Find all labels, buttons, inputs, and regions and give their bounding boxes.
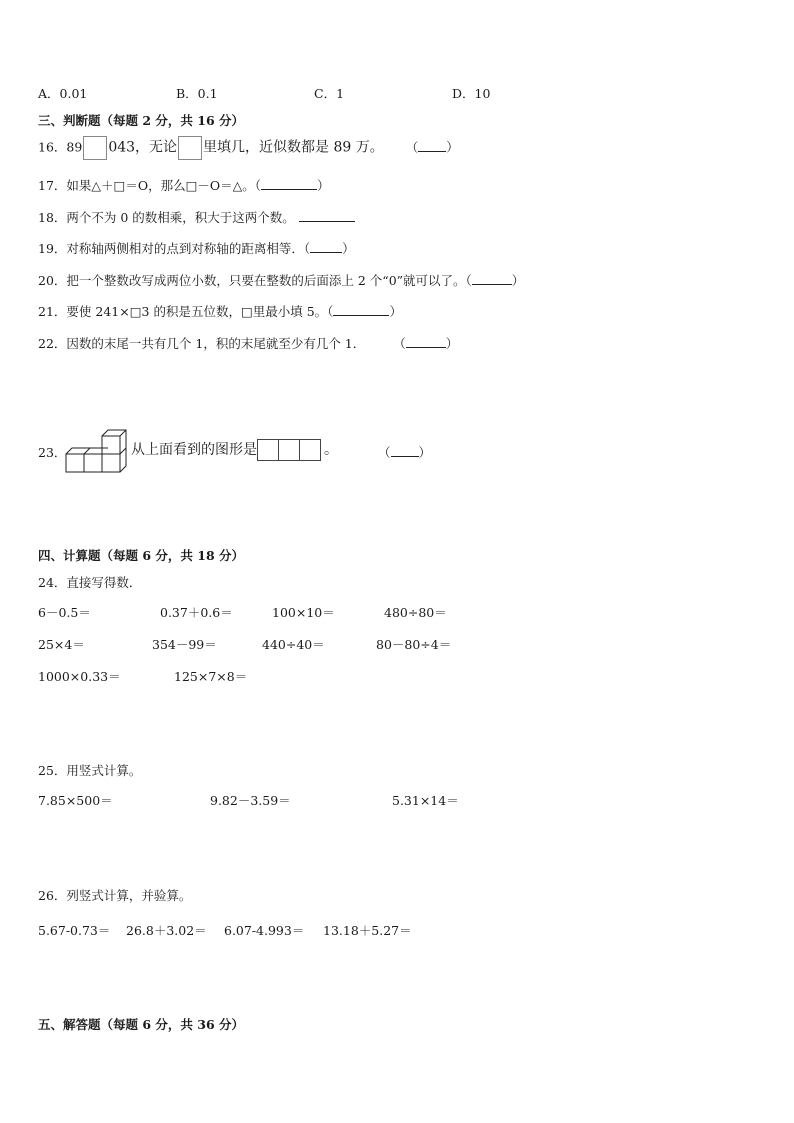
answer-blank[interactable] [406, 336, 446, 348]
q23-answer [378, 443, 431, 461]
answer-blank[interactable] [310, 241, 342, 253]
q23-paren-open: （ [378, 445, 391, 460]
calc-item: 5.67-0.73＝ [38, 923, 111, 938]
q21-text: 21．要使 241×□3 的积是五位数，□里最小填 5。（ [38, 304, 334, 319]
question-16 [38, 136, 459, 160]
calc-item: 100×10＝ [272, 605, 335, 620]
q16-part-a: 16．89 [38, 139, 83, 155]
q16-part-c: 里填几，近似数都是 89 万。 [203, 139, 384, 156]
calc-item: 7.85×500＝ [38, 793, 113, 808]
question-26: 26．列竖式计算，并验算。 [38, 888, 192, 903]
q23-text: 从上面看到的图形是 [131, 442, 257, 458]
option-c: C．1 [314, 86, 345, 101]
q22-paren-close: ） [445, 336, 459, 351]
q17-text: 17．如果△＋□＝O，那么□－O＝△。（ [38, 178, 261, 193]
question-18 [38, 208, 355, 226]
q16-paren-open: （ [405, 139, 419, 155]
q17-end: ） [317, 178, 330, 193]
calc-item: 1000×0.33＝ [38, 669, 121, 684]
option-d: D．10 [452, 86, 491, 101]
calc-item: 5.31×14＝ [392, 793, 459, 808]
answer-blank[interactable] [299, 210, 355, 222]
calc-item: 480÷80＝ [384, 605, 447, 620]
q23-paren-close: ） [418, 445, 432, 460]
calc-item: 354－99＝ [152, 637, 217, 652]
question-25: 25．用竖式计算。 [38, 763, 142, 778]
q19-text: 19．对称轴两侧相对的点到对称轴的距离相等．（ [38, 241, 311, 256]
q16-paren-close: ） [446, 139, 459, 155]
q22-text: 22．因数的末尾一共有几个 1，积的末尾就至少有几个 1． [38, 336, 366, 351]
question-22 [38, 334, 458, 352]
q19-end: ） [342, 241, 355, 256]
question-17 [38, 176, 330, 194]
section3-title: 三、判断题（每题 2 分，共 16 分） [38, 113, 245, 128]
cube-stack-figure [64, 424, 132, 476]
option-a: A．0.01 [38, 86, 88, 101]
q20-text: 20．把一个整数改写成两位小数，只要在整数的后面添上 2 个“0”就可以了。（ [38, 273, 472, 288]
calc-item: 6－0.5＝ [38, 605, 91, 620]
section4-title: 四、计算题（每题 6 分，共 18 分） [38, 548, 245, 563]
question-21 [38, 302, 402, 320]
q20-end: ） [511, 273, 525, 288]
answer-blank[interactable] [333, 304, 389, 316]
calc-item: 25×4＝ [38, 637, 85, 652]
calc-item: 9.82－3.59＝ [210, 793, 291, 808]
calc-item: 26.8＋3.02＝ [126, 923, 207, 938]
question-23 [131, 439, 338, 461]
answer-blank[interactable] [472, 273, 512, 285]
top-view-square [257, 439, 279, 461]
calc-item: 80－80÷4＝ [376, 637, 452, 652]
answer-blank[interactable] [261, 178, 317, 190]
calc-item: 6.07-4.993＝ [224, 923, 305, 938]
q16-digit-box [178, 136, 202, 160]
top-view-square [299, 439, 321, 461]
q16-part-b: 043，无论 [108, 139, 178, 156]
q21-end: ） [389, 304, 402, 319]
q16-digit-box [83, 136, 107, 160]
answer-blank[interactable] [418, 140, 446, 152]
question-19 [38, 239, 355, 257]
q23-number: 23． [38, 445, 67, 460]
calc-item: 13.18＋5.27＝ [323, 923, 412, 938]
q23-end: 。 [324, 442, 338, 458]
section5-title: 五、解答题（每题 6 分，共 36 分） [38, 1017, 245, 1032]
answer-blank[interactable] [391, 445, 419, 457]
top-view-figure [257, 439, 320, 461]
q22-paren-open: （ [393, 336, 406, 351]
question-20 [38, 271, 524, 289]
calc-item: 440÷40＝ [262, 637, 325, 652]
q18-text: 18．两个不为 0 的数相乘，积大于这两个数。 [38, 210, 295, 225]
top-view-square [278, 439, 300, 461]
calc-item: 0.37＋0.6＝ [160, 605, 233, 620]
calc-item: 125×7×8＝ [174, 669, 248, 684]
question-24: 24．直接写得数． [38, 575, 142, 590]
option-b: B．0.1 [176, 86, 218, 101]
